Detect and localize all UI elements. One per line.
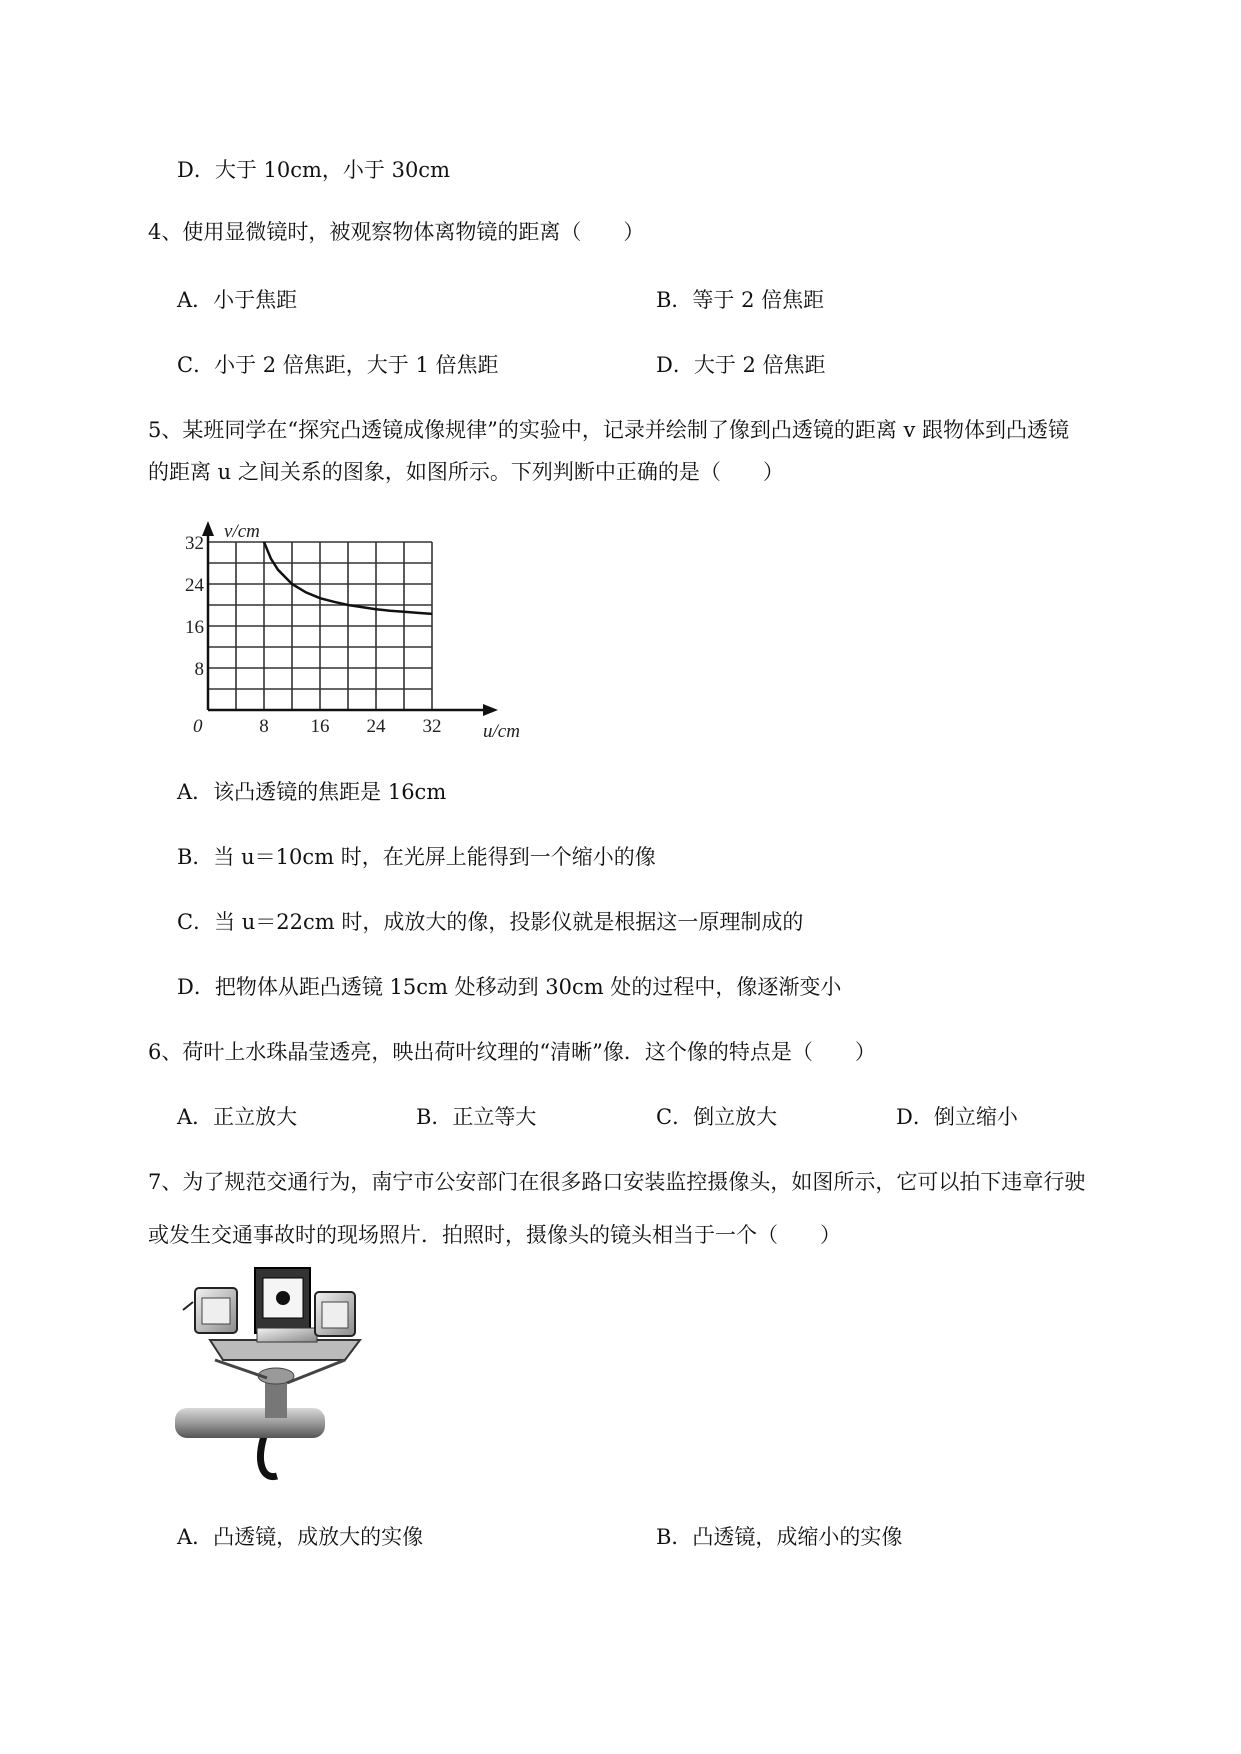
q6-stem: 6、荷叶上水珠晶莹透亮，映出荷叶纹理的“清晰”像．这个像的特点是（ ） [148,1040,876,1064]
q6-option-a: A．正立放大 [177,1105,298,1129]
v-u-graph [180,515,540,745]
q5-stem-line1: 5、某班同学在“探究凸透镜成像规律”的实验中，记录并绘制了像到凸透镜的距离 v 跟物体到凸透镜 [148,418,1070,442]
q7-stem-line1: 7、为了规范交通行为，南宁市公安部门在很多路口安装监控摄像头，如图所示，它可以拍下违章行驶 [148,1170,1086,1194]
y-tick-label: 24 [185,575,204,596]
q4-option-c: C．小于 2 倍焦距，大于 1 倍焦距 [177,353,499,377]
q5-option-a: A．该凸透镜的焦距是 16cm [177,780,447,804]
y-axis-label: v/cm [224,521,260,542]
q5-stem-line2: 的距离 u 之间关系的图象，如图所示。下列判断中正确的是（ ） [148,460,784,484]
q3-option-d: D．大于 10cm，小于 30cm [177,158,450,182]
x-tick-label: 32 [422,716,442,737]
origin-label: 0 [193,716,203,737]
y-tick-label: 32 [185,533,204,554]
traffic-camera-image [175,1258,405,1488]
q4-option-a: A．小于焦距 [177,288,298,312]
q6-option-c: C．倒立放大 [656,1105,778,1129]
x-tick-label: 8 [259,716,269,737]
q5-option-d: D．把物体从距凸透镜 15cm 处移动到 30cm 处的过程中，像逐渐变小 [177,975,842,999]
q4-option-d: D．大于 2 倍焦距 [656,353,826,377]
x-tick-label: 24 [366,716,386,737]
q5-option-c: C．当 u＝22cm 时，成放大的像，投影仪就是根据这一原理制成的 [177,910,804,934]
chart-axes [202,521,498,716]
q6-option-d: D．倒立缩小 [896,1105,1018,1129]
chart-grid [208,542,432,710]
y-tick-label: 16 [185,617,204,638]
q6-option-b: B．正立等大 [416,1105,537,1129]
x-axis-arrow-icon [483,704,498,716]
x-tick-label: 16 [310,716,330,737]
q4-option-b: B．等于 2 倍焦距 [656,288,825,312]
q4-stem: 4、使用显微镜时，被观察物体离物镜的距离（ ） [148,220,645,244]
q5-option-b: B．当 u＝10cm 时，在光屏上能得到一个缩小的像 [177,845,656,869]
x-axis-label: u/cm [483,721,520,742]
q7-option-b: B．凸透镜，成缩小的实像 [656,1525,903,1549]
q7-stem-line2: 或发生交通事故时的现场照片．拍照时，摄像头的镜头相当于一个（ ） [148,1223,841,1247]
q7-option-a: A．凸透镜，成放大的实像 [177,1525,424,1549]
y-tick-label: 8 [194,659,204,680]
